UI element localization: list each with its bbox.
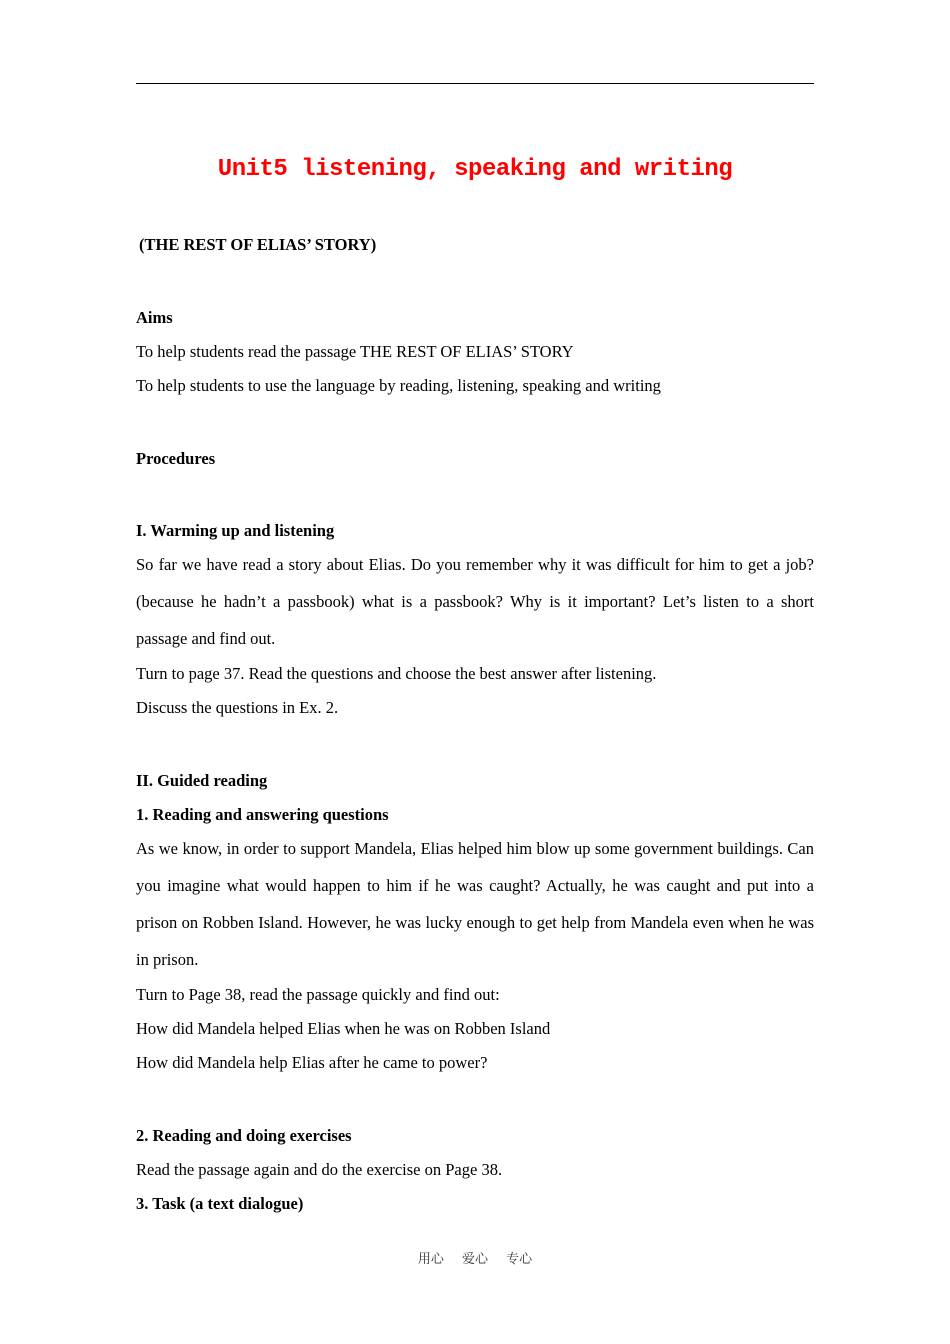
- page-footer: 用心 爱心 专心: [417, 1252, 533, 1267]
- subtitle: (THE REST OF ELIAS’ STORY): [139, 235, 377, 254]
- section2-subheading: 2. Reading and doing exercises: [136, 1126, 352, 1145]
- section2-line: How did Mandela helped Elias when he was on Robben Island: [136, 1019, 551, 1038]
- aims-heading: Aims: [136, 308, 173, 327]
- section2-subheading: 1. Reading and answering questions: [136, 805, 389, 824]
- procedures-heading: Procedures: [136, 449, 216, 468]
- section2-line: Read the passage again and do the exercise on Page 38.: [136, 1160, 503, 1179]
- section1-heading: I. Warming up and listening: [136, 521, 335, 540]
- section2-paragraph: As we know, in order to support Mandela, Elias helped him blow up some government buildings. Can you imagine what would happen to him if he was caught? Actually, he was caught and put into a prison on Robben Island. However, he was lucky enough to get help from Mandela even when he was in prison.: [136, 839, 814, 969]
- header-rule: [136, 83, 814, 84]
- section1-line: Turn to page 37. Read the questions and choose the best answer after listening.: [136, 664, 657, 683]
- section2-line: How did Mandela help Elias after he came to power?: [136, 1053, 488, 1072]
- section2-subheading: 3. Task (a text dialogue): [136, 1194, 304, 1213]
- section1-paragraph: So far we have read a story about Elias. Do you remember why it was difficult for him to get a job? (because he hadn’t a passbook) what is a passbook? Why is it important? Let’s listen to a short passage and find out.: [136, 555, 814, 648]
- section2-heading: II. Guided reading: [136, 771, 268, 790]
- aims-line: To help students to use the language by reading, listening, speaking and writing: [136, 376, 661, 395]
- section2-line: Turn to Page 38, read the passage quickly and find out:: [136, 985, 500, 1004]
- section1-line: Discuss the questions in Ex. 2.: [136, 698, 339, 717]
- aims-line: To help students read the passage THE REST OF ELIAS’ STORY: [136, 342, 574, 361]
- page-title: Unit5 listening, speaking and writing: [217, 156, 733, 183]
